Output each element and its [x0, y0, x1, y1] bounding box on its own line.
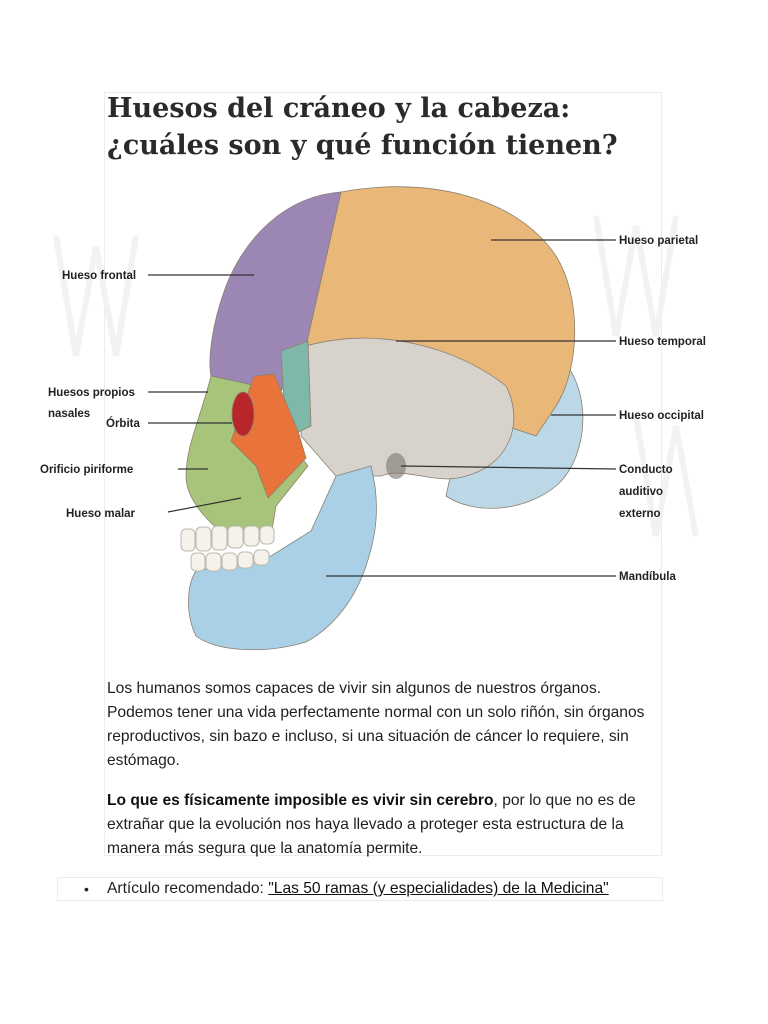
- label-nasales: nasales: [48, 408, 91, 420]
- label-hueso-parietal: Hueso parietal: [619, 235, 699, 247]
- brain-paragraph-rest: , por lo que no es de extrañar que la evolución nos haya llevado a proteger esta estructura de la manera más segura que la anatomía permite.: [107, 792, 636, 857]
- list-bullet: •: [84, 881, 89, 897]
- page-title: [107, 90, 667, 164]
- orbit: [232, 392, 254, 436]
- label-orbita: Órbita: [106, 418, 140, 430]
- label-hueso-occipital: Hueso occipital: [619, 410, 704, 422]
- title-line-1: Huesos del cráneo y la cabeza:: [107, 93, 571, 124]
- label-orificio-piriforme: Orificio piriforme: [40, 464, 134, 476]
- label-huesos-propios: Huesos propios: [48, 387, 135, 399]
- label-hueso-frontal: Hueso frontal: [62, 270, 137, 282]
- intro-paragraph: Los humanos somos capaces de vivir sin algunos de nuestros órganos. Podemos tener una vida perfectamente normal con un solo riñón, sin órganos reproductivos, sin bazo e incluso, si una situación de cáncer lo requiere, sin estómago.: [107, 680, 645, 769]
- label-auditivo: auditivo: [619, 486, 664, 498]
- brain-paragraph-strong: Lo que es físicamente imposible es vivir sin cerebro: [107, 792, 494, 809]
- recommended-prefix: Artículo recomendado:: [107, 880, 269, 897]
- label-mandibula: Mandíbula: [619, 571, 676, 583]
- teeth: [181, 526, 274, 571]
- recommended-article-item: [57, 877, 663, 901]
- brain-paragraph: [107, 789, 652, 861]
- title-line-2: ¿cuáles son y qué función tienen?: [107, 130, 618, 161]
- label-conducto: Conducto: [619, 464, 673, 476]
- skull-illustration: [36, 176, 726, 656]
- recommended-article-link[interactable]: "Las 50 ramas (y especialidades) de la Medicina": [268, 880, 609, 897]
- recommended-text: [107, 878, 609, 900]
- label-externo: externo: [619, 508, 661, 520]
- label-hueso-malar: Hueso malar: [66, 508, 136, 520]
- label-hueso-temporal: Hueso temporal: [619, 336, 706, 348]
- skull-anatomy-figure: [36, 176, 726, 656]
